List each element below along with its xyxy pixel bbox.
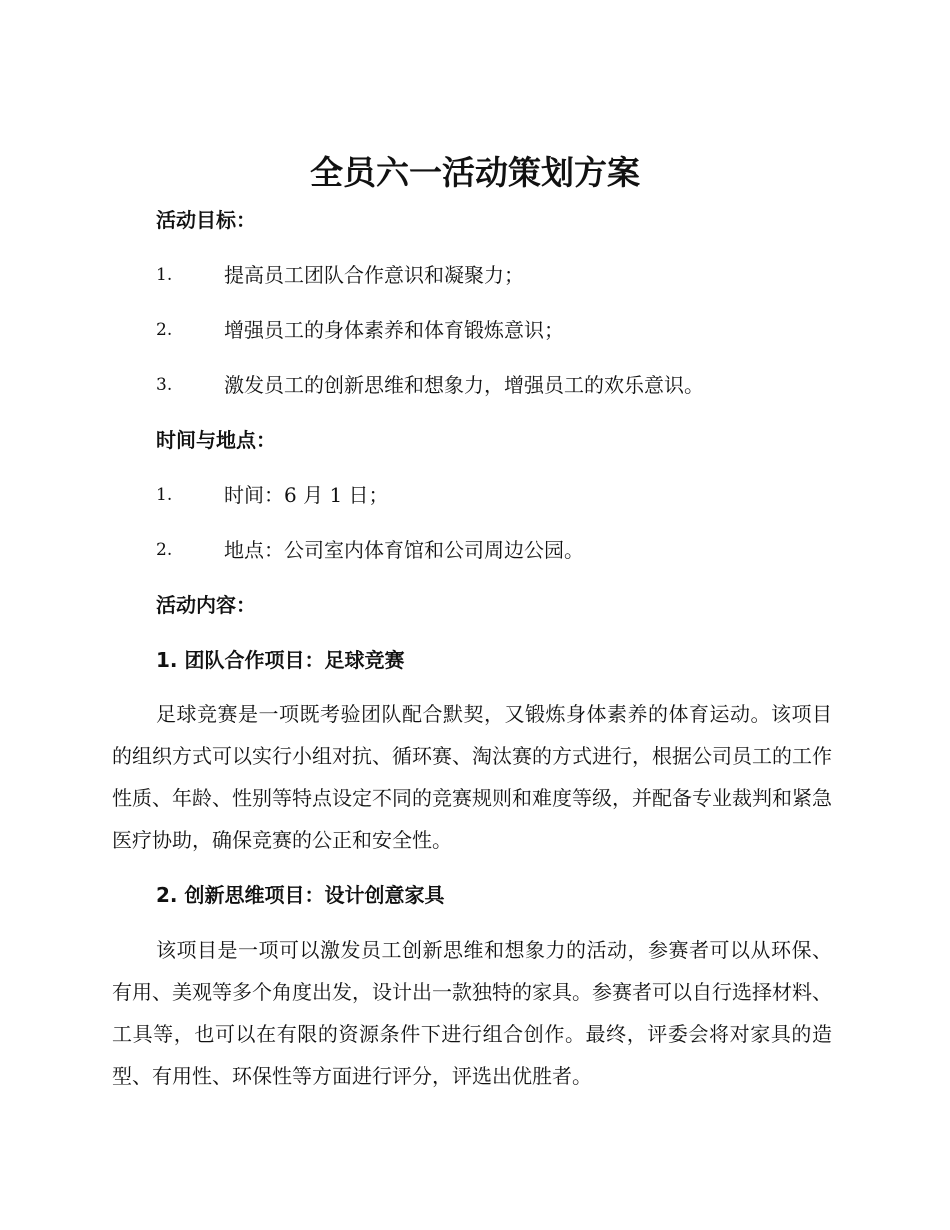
list-number: 1. — [156, 265, 173, 285]
project-paragraph-football: 足球竞赛是一项既考验团队配合默契，又锻炼身体素养的体育运动。该项目的组织方式可以实行小组对抗、循环赛、淘汰赛的方式进行，根据公司员工的工作性质、年龄、性别等特点设定不同的竞赛规则和难度等级，并配备专业裁判和紧急医疗协助，确保竞赛的公正和安全性。 — [112, 702, 832, 852]
list-text: 时间：6 月 1 日； — [224, 483, 389, 507]
section-heading-content: 活动内容： — [156, 593, 256, 617]
project-heading-football: 1. 团队合作项目：足球竞赛 — [156, 648, 405, 672]
list-text: 增强员工的身体素养和体育锻炼意识； — [224, 318, 564, 342]
list-text: 地点：公司室内体育馆和公司周边公园。 — [224, 538, 584, 562]
list-number: 1. — [156, 485, 173, 505]
section-heading-time-place: 时间与地点： — [156, 428, 276, 452]
section-heading-goals: 活动目标： — [156, 208, 256, 232]
project-heading-furniture: 2. 创新思维项目：设计创意家具 — [156, 883, 445, 907]
list-text: 提高员工团队合作意识和凝聚力； — [224, 263, 524, 287]
list-number: 2. — [156, 540, 173, 560]
list-text: 激发员工的创新思维和想象力，增强员工的欢乐意识。 — [224, 373, 704, 397]
project-paragraph-furniture: 该项目是一项可以激发员工创新思维和想象力的活动，参赛者可以从环保、有用、美观等多个角度出发，设计出一款独特的家具。参赛者可以自行选择材料、工具等，也可以在有限的资源条件下进行组合创作。最终，评委会将对家具的造型、有用性、环保性等方面进行评分，评选出优胜者。 — [112, 938, 832, 1088]
list-number: 3. — [156, 375, 173, 395]
list-number: 2. — [156, 320, 173, 340]
document-title: 全员六一活动策划方案 — [310, 153, 640, 192]
